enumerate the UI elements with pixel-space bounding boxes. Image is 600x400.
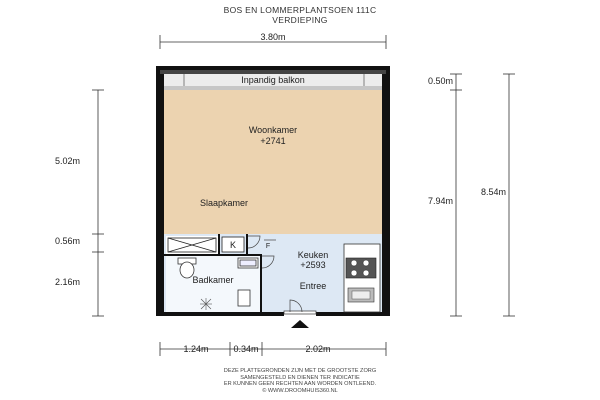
room-kitchen-level: +2593 xyxy=(300,260,326,270)
room-kitchen: Keuken xyxy=(297,250,329,260)
dim-total-depth: 8.54m xyxy=(480,187,506,197)
floor-label: VERDIEPING xyxy=(272,15,328,25)
disclaimer-line-3: ER KUNNEN GEEN RECHTEN AAN WORDEN ONTLEEND. xyxy=(223,381,377,388)
dim-inner-depth: 7.94m xyxy=(427,196,453,206)
closet-f-label: F xyxy=(265,243,271,250)
disclaimer-line-2: SAMENGESTELD EN DIENEN TER INDICATIE xyxy=(240,374,360,381)
dim-bottom-b: 0.34m xyxy=(233,344,259,354)
closet-k-label: K xyxy=(229,240,237,250)
disclaimer xyxy=(0,368,600,394)
washbasin xyxy=(238,258,258,268)
dim-top-width: 3.80m xyxy=(260,32,286,42)
dim-bath-depth: 2.16m xyxy=(54,277,80,287)
dim-bottom-a: 1.24m xyxy=(183,344,209,354)
room-bathroom: Badkamer xyxy=(192,275,234,285)
room-living-level: +2741 xyxy=(260,136,286,146)
shower-drain xyxy=(200,298,212,310)
disclaimer-website: © WWW.DROOMHUIS360.NL xyxy=(262,387,338,394)
dim-balcony-depth: 0.50m xyxy=(427,76,453,86)
living-floor xyxy=(164,90,382,234)
plan-title: BOS EN LOMMERPLANTSOEN 111C xyxy=(223,5,377,15)
sink-cabinet xyxy=(238,290,250,306)
entrance-arrow-icon xyxy=(291,320,309,328)
dim-mid-depth: 0.56m xyxy=(54,236,80,246)
dim-bottom-c: 2.02m xyxy=(305,344,331,354)
disclaimer-line-1: DEZE PLATTEGRONDEN ZIJN MET DE GROOTSTE ZORG xyxy=(223,368,377,374)
dim-living-depth: 5.02m xyxy=(54,156,80,166)
kitchen-sink xyxy=(348,288,374,302)
room-living: Woonkamer xyxy=(248,125,298,135)
room-balcony: Inpandig balkon xyxy=(241,75,305,85)
room-bedroom: Slaapkamer xyxy=(199,198,249,208)
balcony-rail xyxy=(160,70,386,74)
room-entrance: Entree xyxy=(299,281,327,291)
cooktop xyxy=(346,258,376,278)
